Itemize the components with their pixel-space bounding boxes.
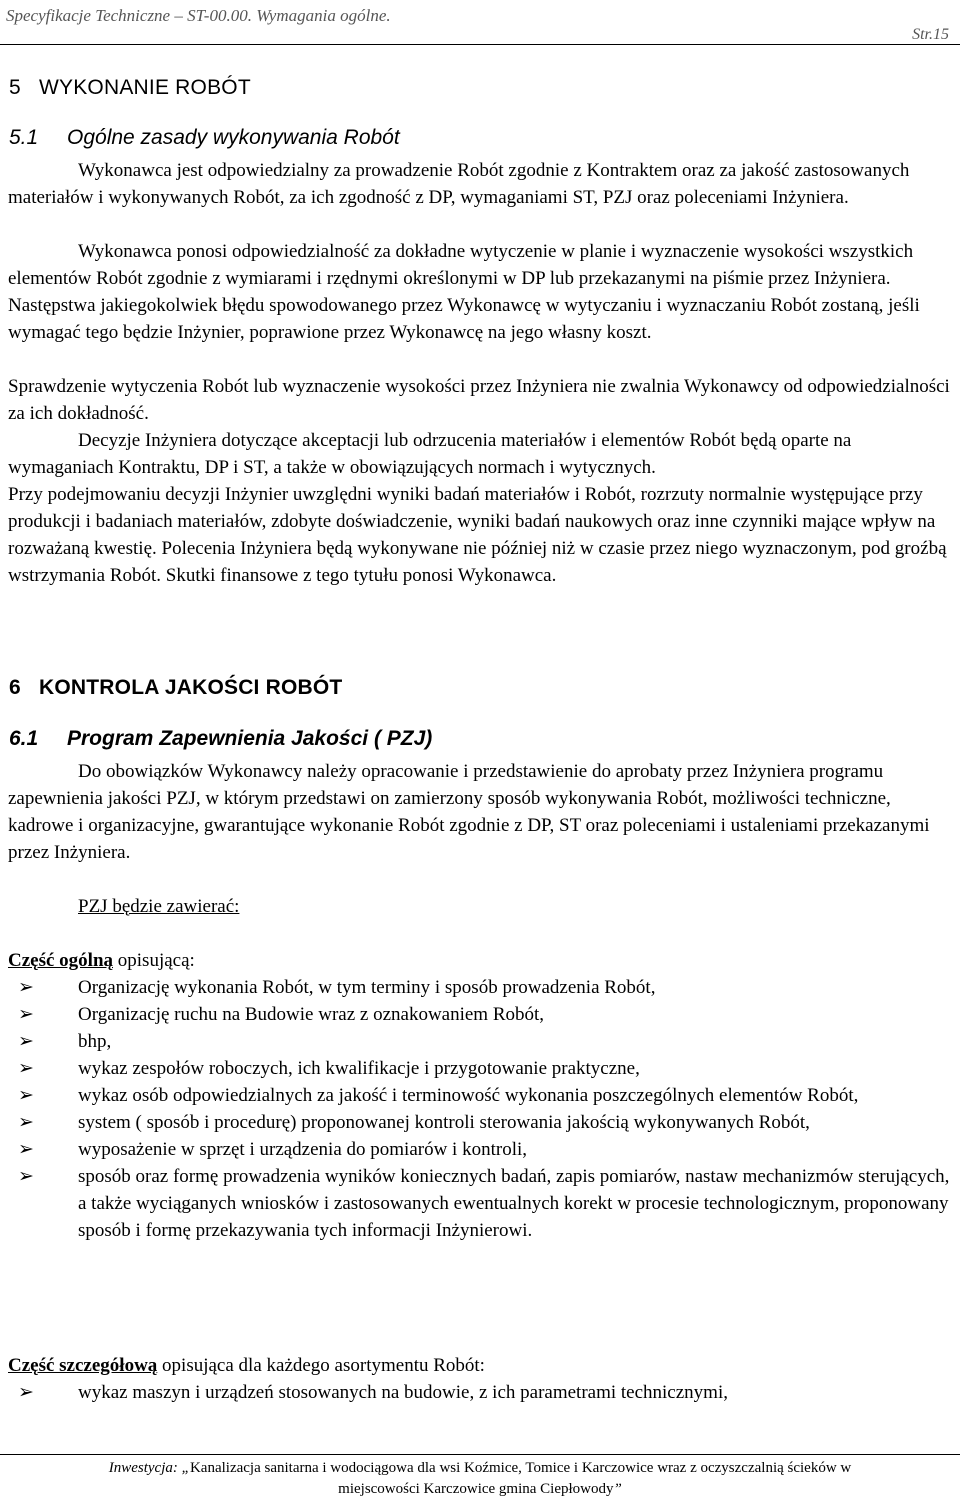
page-number: Str.15 <box>912 26 949 43</box>
section-5-number: 5 <box>9 76 21 99</box>
detailed-part-label: Część szczegółową <box>8 1355 158 1376</box>
section-6-title: KONTROLA JAKOŚCI ROBÓT <box>39 676 343 699</box>
section-5-paragraph-4: Decyzje Inżyniera dotyczące akceptacji lub odrzucenia materiałów i elementów Robót będą oparte na wymaganiach Kontraktu, DP i ST, a także w obowiązujących normach i wytycznych. <box>8 430 852 478</box>
arrow-bullet-icon: ➢ <box>18 1030 34 1052</box>
footer-divider <box>0 1454 960 1455</box>
arrow-bullet-icon: ➢ <box>18 1111 34 1133</box>
document-footer <box>0 1458 960 1500</box>
section-5-1-number: 5.1 <box>9 126 39 149</box>
section-5-1-title: Ogólne zasady wykonywania Robót <box>67 126 400 149</box>
section-6-1-number: 6.1 <box>9 727 39 750</box>
section-5-paragraph-5: Przy podejmowaniu decyzji Inżynier uwzględni wyniki badań materiałów i Robót, rozrzuty normalnie występujące przy produkcji i badaniach materiałów, zdobyte doświadczenie, wyniki badań naukowych oraz inne czynniki mające wpływ na rozważaną kwestię. Polecenia Inżyniera będą wykonywane nie później niż w czasie przez niego wyznaczonym, pod groźbą wstrzymania Robót. Skutki finansowe z tego tytułu ponosi Wykonawca. <box>8 484 947 586</box>
list-item: ➢ bhp, <box>8 1028 952 1055</box>
detailed-part-heading: Część szczegółową opisująca dla każdego asortymentu Robót: <box>8 1355 485 1376</box>
list-item: ➢ Organizację wykonania Robót, w tym terminy i sposób prowadzenia Robót, <box>8 974 952 1001</box>
list-item: ➢ system ( sposób i procedurę) proponowanej kontroli sterowania jakością wykonywanych Robót, <box>8 1109 952 1136</box>
section-6-heading <box>9 676 342 700</box>
section-6-intro-paragraph: Do obowiązków Wykonawcy należy opracowanie i przedstawienie do aprobaty przez Inżyniera programu zapewnienia jakości PZJ, w którym przedstawi on zamierzony sposób wykonywania Robót, możliwości techniczne, kadrowe i organizacyjne, gwarantujące wykonanie Robót zgodnie z DP, ST oraz poleceniami i ustaleniami przekazanymi przez Inżyniera. <box>8 761 930 863</box>
arrow-bullet-icon: ➢ <box>18 1138 34 1160</box>
arrow-bullet-icon: ➢ <box>18 1165 34 1187</box>
section-5-paragraph-3: Sprawdzenie wytyczenia Robót lub wyznaczenie wysokości przez Inżyniera nie zwalnia Wykonawcy od odpowiedzialności za ich dokładność. <box>8 376 950 424</box>
section-6-number: 6 <box>9 676 21 699</box>
list-item: ➢ wyposażenie w sprzęt i urządzenia do pomiarów i kontroli, <box>8 1136 952 1163</box>
general-part-list <box>8 974 952 1244</box>
section-6-1-heading <box>9 727 432 751</box>
footer-line-2: miejscowości Karczowice gmina Ciepłowody” <box>338 1481 622 1497</box>
arrow-bullet-icon: ➢ <box>18 1084 34 1106</box>
section-6-1-title: Program Zapewnienia Jakości ( PZJ) <box>67 727 433 750</box>
section-5-heading <box>9 76 251 100</box>
list-item: ➢ sposób oraz formę prowadzenia wyników koniecznych badań, zapis pomiarów, nastaw mechanizmów sterujących, a także wyciąganych wniosków i zastosowanych ewentualnych korekt w procesie technologicznym, proponowany sposób i formę przekazywania tych informacji Inżynierowi. <box>18 1165 950 1241</box>
section-5-1-heading <box>9 126 400 150</box>
arrow-bullet-icon: ➢ <box>18 976 34 998</box>
footer-line-1: Inwestycja: „Kanalizacja sanitarna i wodociągowa dla wsi Koźmice, Tomice i Karczowice wraz z oczyszczalnią ścieków w <box>108 1460 852 1476</box>
pzj-heading: PZJ będzie zawierać: <box>78 896 240 917</box>
list-item: ➢ wykaz zespołów roboczych, ich kwalifikacje i przygotowanie praktyczne, <box>8 1055 952 1082</box>
document-header-title: Specyfikacje Techniczne – ST-00.00. Wymagania ogólne. <box>6 6 391 25</box>
arrow-bullet-icon: ➢ <box>18 1003 34 1025</box>
arrow-bullet-icon: ➢ <box>18 1057 34 1079</box>
pzj-heading-line <box>8 893 952 920</box>
list-item: ➢ Organizację ruchu na Budowie wraz z oznakowaniem Robót, <box>8 1001 952 1028</box>
general-part-heading: Część ogólną opisującą: <box>8 950 195 971</box>
section-5-paragraph-2: Wykonawca ponosi odpowiedzialność za dokładne wytyczenie w planie i wyznaczenie wysokości wszystkich elementów Robót zgodnie z wymiarami i rzędnymi określonymi w DP lub przekazanymi na piśmie przez Inżyniera. Następstwa jakiegokolwiek błędu spowodowanego przez Wykonawcę w wytyczaniu i wyznaczaniu Robót zostaną, jeśli wymagać tego będzie Inżynier, poprawione przez Wykonawcę na jego własny koszt. <box>8 241 920 343</box>
footer-prefix: Inwestycja: <box>108 1460 178 1476</box>
general-part-label: Część ogólną <box>8 950 114 971</box>
list-item: ➢ wykaz osób odpowiedzialnych za jakość i terminowość wykonania poszczególnych elementów Robót, <box>8 1082 952 1109</box>
arrow-bullet-icon: ➢ <box>18 1381 34 1403</box>
header-divider <box>0 44 960 45</box>
detailed-part-list <box>8 1379 952 1406</box>
section-5-title: WYKONANIE ROBÓT <box>39 76 251 99</box>
section-5-paragraph-1: Wykonawca jest odpowiedzialny za prowadzenie Robót zgodnie z Kontraktem oraz za jakość zastosowanych materiałów i wykonywanych Robót, za ich zgodność z DP, wymaganiami ST, PZJ oraz poleceniami Inżyniera. <box>8 160 910 208</box>
list-item: ➢ wykaz maszyn i urządzeń stosowanych na budowie, z ich parametrami technicznymi, <box>8 1379 952 1406</box>
